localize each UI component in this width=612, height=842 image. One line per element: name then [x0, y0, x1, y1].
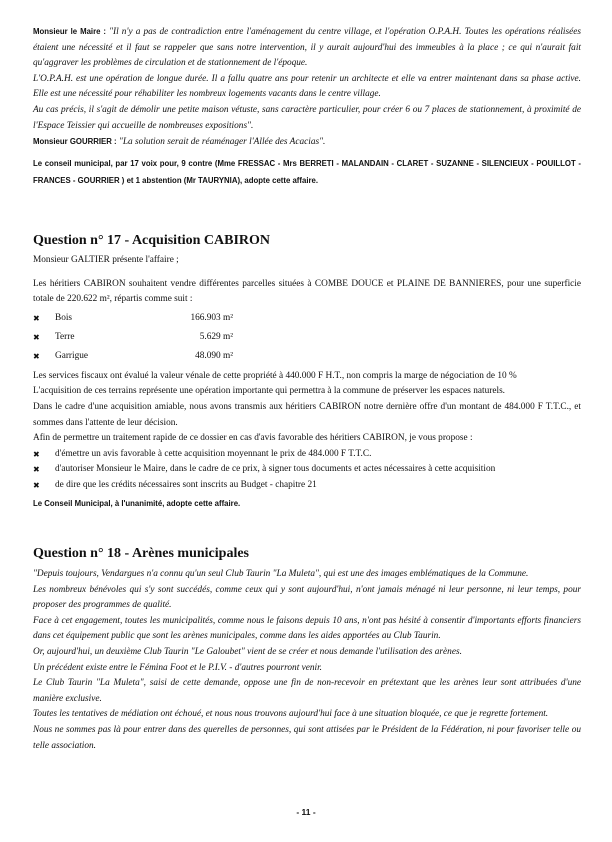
q17-presenter: Monsieur GALTIER présente l'affaire ; — [33, 255, 179, 265]
proposal-text: de dire que les crédits nécessaires sont inscrits au Budget - chapitre 21 — [55, 479, 317, 490]
speaker-mayor: Monsieur le Maire : — [33, 27, 106, 36]
land-breakdown-list — [33, 310, 581, 367]
speaker-gourrier: Monsieur GOURRIER : — [33, 137, 117, 147]
q18-paragraph: Face à cet engagement, toutes les municipalités, comme nous le faisons depuis 10 ans, n'ont pas hésité à consentir d'importants efforts financiers dans cet équipement public que sont les arènes municipales, comme dans les aides apportées au Club Taurin. — [33, 615, 581, 642]
cross-bullet-icon: ✖ — [33, 333, 40, 343]
q18-paragraph: Nous ne sommes pas là pour entrer dans des querelles de personnes, qui sont attisées par le Président de la Fédération, ni pour favoriser telle ou telle association. — [33, 724, 581, 751]
cross-bullet-icon: ✖ — [33, 352, 40, 362]
cross-bullet-icon: ✖ — [33, 480, 40, 490]
q17-intro-paragraph: Les héritiers CABIRON souhaitent vendre différentes parcelles situées à COMBE DOUCE et PLAINE DE BANNIERES, pour une superficie totale de 220.622 m², répartis comme suit : — [33, 278, 581, 305]
cross-bullet-icon: ✖ — [33, 449, 40, 459]
mayor-statement-text: "Il n'y a pas de contradiction entre l'aménagement du centre village, et l'opération O.P.A.H. Toutes les opérations réalisées étaient une nécessité et il faut se rappeler que sans notre intervention, il y aurait aujourd'hui des immeubles à la place ; ce qui n'aurait fait qu'aggraver les problèmes de circulation et de stationnement de l'époque. — [33, 27, 582, 69]
q18-paragraph: Les nombreux bénévoles qui s'y sont succédés, comme ceux qui y sont aujourd'hui, n'ont jamais ménagé ni leur personne, ni leur temps, pour proposer des programmes de qualité. — [33, 584, 581, 611]
land-label: Bois — [55, 313, 73, 324]
mayor-statement — [33, 24, 581, 72]
cross-bullet-icon: ✖ — [33, 465, 40, 475]
land-value: 5.629 m² — [199, 332, 233, 343]
land-item — [33, 329, 581, 348]
q17-offer-paragraph: Dans le cadre d'une acquisition amiable, nous avons transmis aux héritiers CABIRON notre dernière offre d'un montant de 484.000 F T.T.C., et sommes dans l'attente de leur décision. — [33, 401, 581, 428]
opah-paragraph: L'O.P.A.H. est une opération de longue durée. Il a fallu quatre ans pour retenir un architecte et elle va entrer maintenant dans sa phase active. Elle est une nécessité pour réhabiliter les nombreux logements vacants dans le centre village. — [33, 73, 581, 100]
proposal-item — [33, 447, 581, 463]
land-item — [33, 348, 581, 367]
demolition-paragraph: Au cas précis, il s'agit de démolir une petite maison vétuste, sans caractère particulier, pour créer 6 ou 7 places de stationnement, à proximité de l'Espace Teissier qui accueille de nombreuses expositions". — [33, 104, 581, 131]
land-value: 48.090 m² — [195, 351, 233, 362]
page-number: - 11 - — [296, 807, 316, 817]
question-18-title: Question n° 18 - Arènes municipales — [33, 546, 250, 561]
gourrier-statement — [33, 134, 581, 151]
question-18-section — [33, 545, 581, 754]
gourrier-statement-text: "La solution serait de réaménager l'Allée des Acacias". — [116, 137, 326, 148]
cross-bullet-icon: ✖ — [33, 314, 40, 324]
vote-result-17: Le Conseil Municipal, à l'unanimité, adopte cette affaire. — [33, 498, 241, 508]
q18-paragraph: "Depuis toujours, Vendargues n'a connu qu'un seul Club Taurin "La Muleta", qui est une des images emblématiques de la Commune. — [33, 569, 529, 579]
q18-paragraph: Un précédent existe entre le Fémina Foot et le P.I.V. - d'autres pourront venir. — [33, 662, 323, 673]
q17-valuation-paragraph: Les services fiscaux ont évalué la valeur vénale de cette propriété à 440.000 F H.T., non compris la marge de négociation de 10 % — [33, 370, 517, 381]
land-label: Terre — [55, 332, 75, 343]
land-item — [33, 310, 581, 329]
proposal-item — [33, 478, 581, 494]
proposal-text: d'autoriser Monsieur le Maire, dans le cadre de ce prix, à signer tous documents et actes nécessaires à cette acquisition — [55, 464, 496, 475]
question-17-title: Question n° 17 - Acquisition CABIRON — [33, 233, 271, 248]
question-17-section — [33, 232, 581, 511]
q17-importance-paragraph: L'acquisition de ces terrains représente une opération importante qui permettra à la commune de préserver les espaces naturels. — [33, 386, 506, 397]
q18-paragraph: Le Club Taurin "La Muleta", saisi de cette demande, oppose une fin de non-recevoir en prétextant que les arènes leur sont attribuées d'une manière exclusive. — [33, 678, 581, 704]
land-value: 166.903 m² — [190, 313, 233, 324]
q18-paragraph: Toutes les tentatives de médiation ont échoué, et nous nous trouvons aujourd'hui face à une situation bloquée, ce que je regrette fortement. — [33, 709, 549, 720]
land-label: Garrigue — [55, 351, 89, 362]
q18-paragraph: Or, aujourd'hui, un deuxième Club Taurin "Le Galoubet" vient de se créer et nous demande l'utilisation des arènes. — [33, 646, 462, 657]
proposal-text: d'émettre un avis favorable à cette acquisition moyennant le prix de 484.000 F T.T.C. — [55, 448, 372, 459]
q17-proposal-paragraph: Afin de permettre un traitement rapide de ce dossier en cas d'avis favorable des héritiers CABIRON, je vous propose : — [33, 433, 473, 444]
proposal-item — [33, 462, 581, 478]
vote-result-16: Le conseil municipal, par 17 voix pour, 9 contre (Mme FRESSAC - Mrs BERRETI - MALANDAIN - CLARET - SUZANNE - SILENCIEUX - POUILLOT - FRANCES - GOURRIER ) et 1 abstention (Mr TAURYNIA), adopte cette affaire. — [33, 158, 581, 185]
intro-section — [33, 24, 581, 189]
